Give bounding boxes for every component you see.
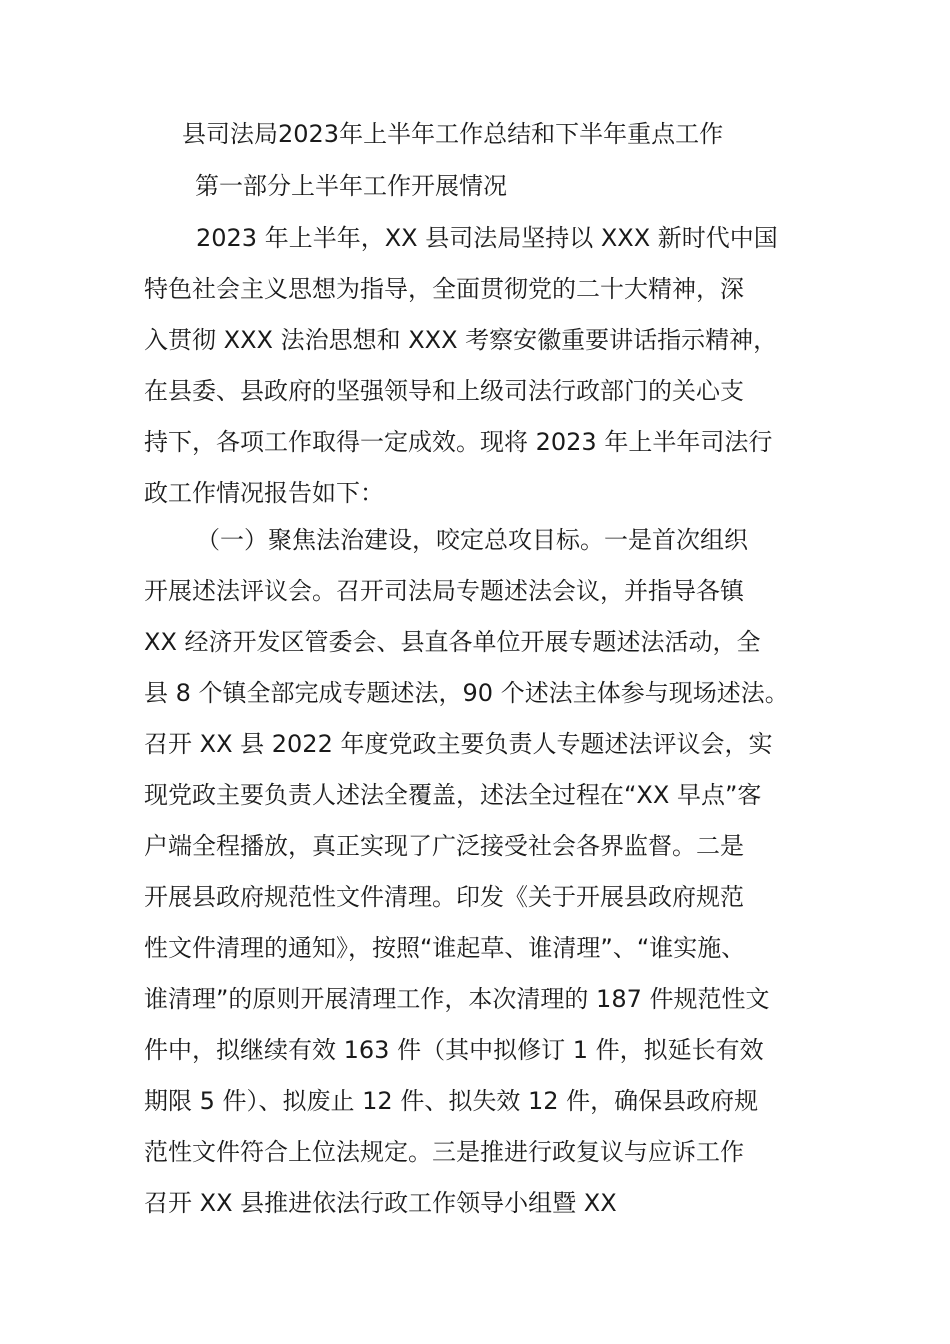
- paragraph-2: [144, 515, 819, 1229]
- paragraph-line: 谁清理”的原则开展清理工作，本次清理的 187 件规范性文: [144, 985, 770, 1013]
- paragraph-line: 户端全程播放，真正实现了广泛接受社会各界监督。二是: [144, 832, 744, 860]
- paragraph-line: 件中，拟继续有效 163 件（其中拟修订 1 件，拟延长有效: [144, 1036, 764, 1064]
- paragraph-line: 开展述法评议会。召开司法局专题述法会议，并指导各镇: [144, 577, 744, 605]
- paragraph-line: 开展县政府规范性文件清理。印发《关于开展县政府规范: [144, 883, 744, 911]
- paragraph-line: 特色社会主义思想为指导，全面贯彻党的二十大精神，深: [144, 275, 744, 303]
- paragraph-line: XX 经济开发区管委会、县直各单位开展专题述法活动，全: [144, 628, 761, 656]
- paragraph-line: 县 8 个镇全部完成专题述法，90 个述法主体参与现场述法。: [144, 679, 789, 707]
- section-heading: 第一部分上半年工作开展情况: [195, 172, 507, 200]
- paragraph-line: 性文件清理的通知》，按照“谁起草、谁清理”、“谁实施、: [144, 934, 746, 962]
- paragraph-line: 现党政主要负责人述法全覆盖，述法全过程在“XX 早点”客: [144, 781, 762, 809]
- paragraph-line: （一）聚焦法治建设，咬定总攻目标。一是首次组织: [196, 526, 748, 554]
- paragraph-line: 持下，各项工作取得一定成效。现将 2023 年上半年司法行: [144, 428, 773, 456]
- document-title: 县司法局2023年上半年工作总结和下半年重点工作: [182, 120, 724, 148]
- paragraph-line: 入贯彻 XXX 法治思想和 XXX 考察安徽重要讲话指示精神，: [144, 326, 778, 354]
- paragraph-line: 政工作情况报告如下：: [144, 479, 384, 507]
- paragraph-line: 在县委、县政府的坚强领导和上级司法行政部门的关心支: [144, 377, 744, 405]
- paragraph-line: 期限 5 件）、拟废止 12 件、拟失效 12 件，确保县政府规: [144, 1087, 759, 1115]
- paragraph-1: [144, 213, 819, 519]
- paragraph-line: 范性文件符合上位法规定。三是推进行政复议与应诉工作: [144, 1138, 744, 1166]
- paragraph-line: 召开 XX 县 2022 年度党政主要负责人专题述法评议会，实: [144, 730, 773, 758]
- paragraph-line: 召开 XX 县推进依法行政工作领导小组暨 XX: [144, 1189, 617, 1217]
- paragraph-line: 2023 年上半年，XX 县司法局坚持以 XXX 新时代中国: [196, 224, 778, 252]
